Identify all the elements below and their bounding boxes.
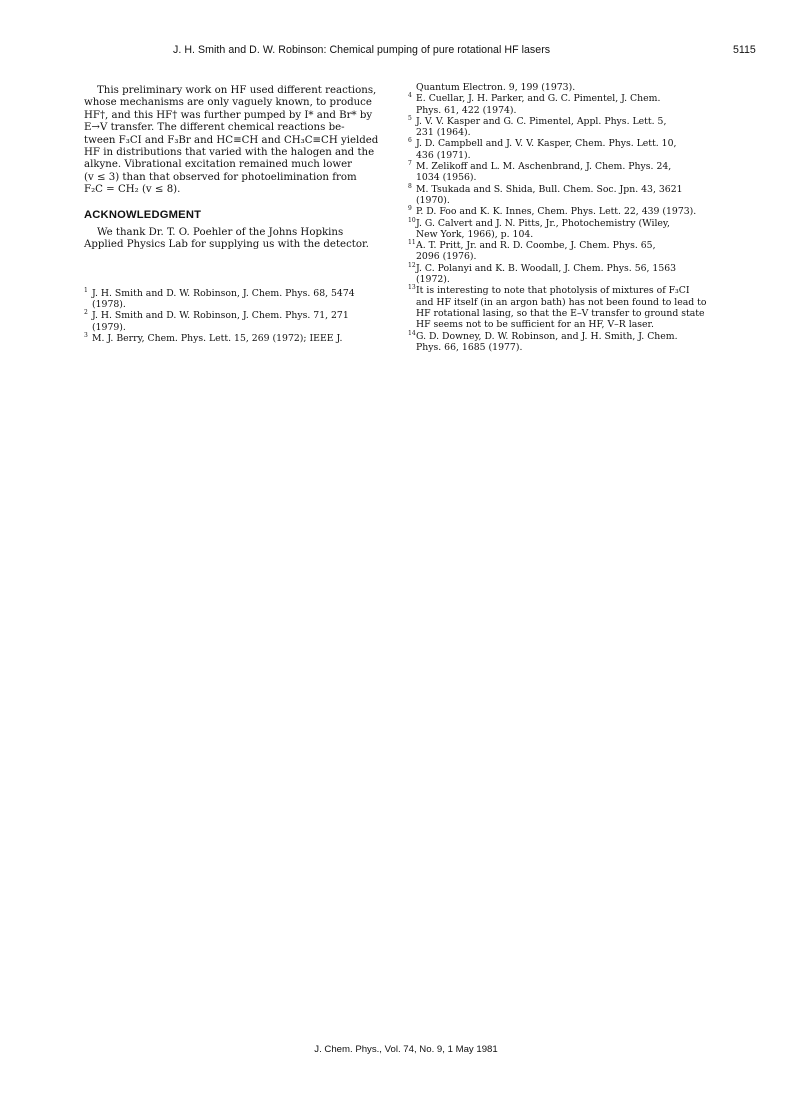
reference-line: 436 (1971). [416, 149, 471, 161]
acknowledgment-heading: ACKNOWLEDGMENT [84, 208, 202, 221]
references-left [84, 288, 396, 344]
acknowledgment-paragraph [84, 227, 396, 252]
reference-number: 13 [408, 284, 416, 292]
reference-line: J. C. Polanyi and K. B. Woodall, J. Chem. Phys. 56, 1563 [416, 262, 677, 274]
paragraph-line: HF in distributions that varied with the halogen and the [84, 147, 375, 159]
paragraph-line: (v ≤ 3) than that observed for photoelimination from [84, 171, 357, 183]
reference-item [408, 263, 754, 286]
page-number: 5115 [733, 44, 756, 56]
reference-item [408, 285, 754, 330]
reference-line: J. H. Smith and D. W. Robinson, J. Chem. Phys. 71, 271 [92, 310, 349, 322]
reference-item [408, 138, 754, 161]
reference-item [408, 161, 754, 184]
reference-number: 4 [408, 92, 412, 100]
reference-line: (1979). [92, 321, 126, 333]
reference-number: 7 [408, 160, 412, 168]
reference-line: New York, 1966), p. 104. [416, 228, 534, 240]
reference-line: J. G. Calvert and J. N. Pitts, Jr., Photochemistry (Wiley, [416, 217, 670, 229]
reference-number: 1 [84, 286, 88, 294]
reference-line: HF seems not to be sufficient for an HF, V–R laser. [416, 319, 654, 331]
reference-item [408, 218, 754, 241]
reference-number: 10 [408, 216, 416, 224]
reference-line: J. H. Smith and D. W. Robinson, J. Chem. Phys. 68, 5474 [92, 287, 355, 299]
reference-line: It is interesting to note that photolysis of mixtures of F₃CI [416, 285, 690, 297]
right-column [408, 82, 754, 353]
reference-line: 231 (1964). [416, 127, 471, 139]
running-title: J. H. Smith and D. W. Robinson: Chemical pumping of pure rotational HF lasers [173, 44, 551, 56]
reference-item [84, 288, 396, 311]
reference-line: Phys. 66, 1685 (1977). [416, 341, 523, 353]
reference-item [408, 184, 754, 207]
reference-number: 12 [408, 261, 416, 269]
journal-footer: J. Chem. Phys., Vol. 74, No. 9, 1 May 1981 [314, 1044, 498, 1055]
reference-line: HF rotational lasing, so that the E–V transfer to ground state [416, 307, 705, 319]
reference-line: (1970). [416, 194, 450, 206]
reference-line: J. V. V. Kasper and G. C. Pimentel, Appl. Phys. Lett. 5, [416, 115, 667, 127]
paragraph-line: This preliminary work on HF used different reactions, [97, 85, 377, 96]
reference-number: 2 [84, 309, 88, 317]
paragraph-line: whose mechanisms are only vaguely known, to produce [84, 97, 372, 109]
reference-line: M. Tsukada and S. Shida, Bull. Chem. Soc. Jpn. 43, 3621 [416, 183, 683, 195]
paragraph-line: E→V transfer. The different chemical reactions be- [84, 122, 345, 134]
reference-item [408, 116, 754, 139]
acknowledgment-line: Applied Physics Lab for supplying us with the detector. [84, 239, 369, 251]
reference-item [408, 93, 754, 116]
reference-line: 1034 (1956). [416, 172, 477, 184]
reference-line: Phys. 61, 422 (1974). [416, 104, 517, 116]
reference-item [84, 333, 396, 344]
reference-item [408, 331, 754, 354]
reference-line: G. D. Downey, D. W. Robinson, and J. H. Smith, J. Chem. [416, 330, 678, 342]
reference-line: A. T. Pritt, Jr. and R. D. Coombe, J. Chem. Phys. 65, [416, 240, 656, 252]
reference-line: 2096 (1976). [416, 251, 477, 263]
paragraph-line: F₂C = CH₂ (v ≤ 8). [84, 184, 181, 196]
reference-item [84, 310, 396, 333]
reference-line: E. Cuellar, J. H. Parker, and G. C. Pimentel, J. Chem. [416, 93, 661, 105]
reference-line: P. D. Foo and K. K. Innes, Chem. Phys. Lett. 22, 439 (1973). [416, 206, 697, 218]
reference-item [408, 206, 754, 217]
reference-continuation: Quantum Electron. 9, 199 (1973). [416, 82, 576, 93]
reference-item [408, 240, 754, 263]
reference-line: and HF itself (in an argon bath) has not been found to lead to [416, 296, 707, 308]
paragraph-line: alkyne. Vibrational excitation remained much lower [84, 159, 353, 171]
reference-number: 3 [84, 332, 88, 340]
reference-number: 6 [408, 137, 412, 145]
paragraph-line: tween F₃CI and F₃Br and HC≡CH and CH₃C≡CH yielded [84, 134, 379, 146]
reference-number: 8 [408, 182, 412, 190]
reference-line: (1972). [416, 274, 450, 286]
left-column [84, 85, 396, 344]
reference-line: M. Zelikoff and L. M. Aschenbrand, J. Chem. Phys. 24, [416, 161, 672, 173]
reference-number: 5 [408, 114, 412, 122]
reference-number: 14 [408, 329, 416, 337]
reference-number: 11 [408, 239, 416, 247]
reference-line: M. J. Berry, Chem. Phys. Lett. 15, 269 (1972); IEEE J. [92, 333, 343, 345]
reference-number: 9 [408, 205, 412, 213]
reference-line: J. D. Campbell and J. V. V. Kasper, Chem. Phys. Lett. 10, [416, 138, 677, 150]
reference-line: (1978). [92, 299, 126, 311]
body-paragraph [84, 85, 396, 197]
paragraph-line: HF†, and this HF† was further pumped by I* and Br* by [84, 109, 373, 121]
running-head [0, 44, 812, 60]
acknowledgment-line: We thank Dr. T. O. Poehler of the Johns Hopkins [97, 227, 344, 239]
